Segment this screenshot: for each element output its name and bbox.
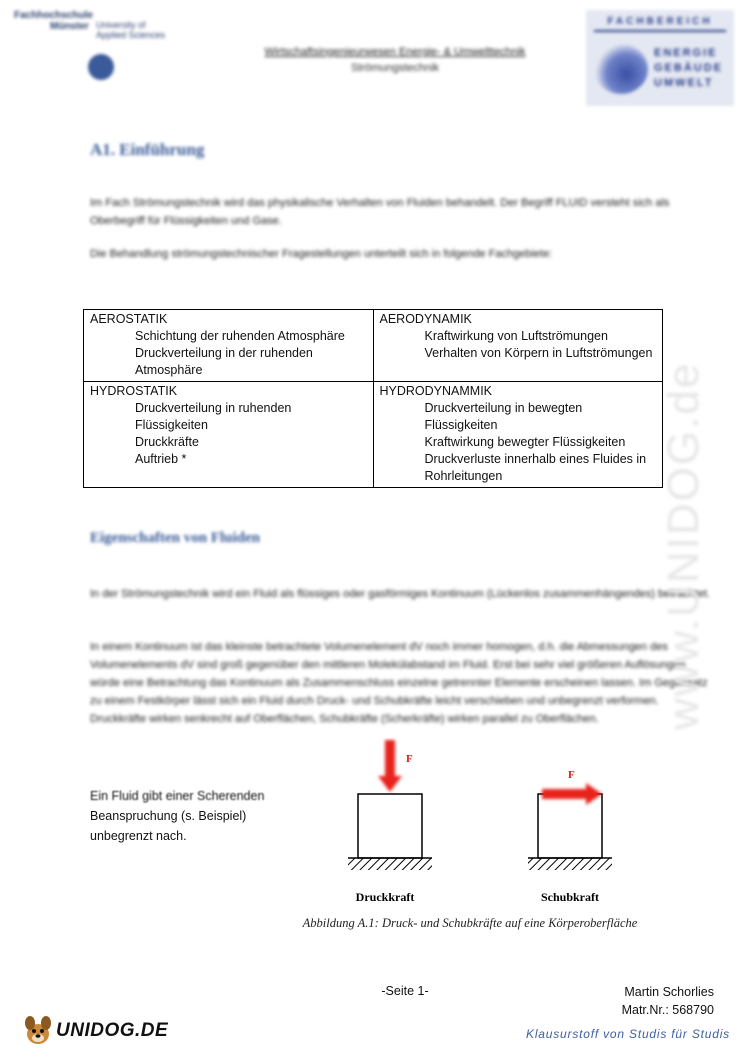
watermark-text: www.UNIDOG.de: [659, 361, 708, 730]
arrow-down-icon: [378, 740, 402, 792]
table-row: [84, 310, 663, 382]
section-heading-fluid-properties: Eigenschaften von Fluiden: [90, 530, 261, 546]
intro-paragraph-1: Im Fach Strömungstechnik wird das physikalische Verhalten von Fluiden behandelt. Der Begriff FLUID versteht sich als Oberbegriff für Flüssigkeiten und Gase.: [90, 197, 670, 227]
cell-title: HYDROSTATIK: [90, 384, 178, 398]
table-row: [84, 382, 663, 488]
cell-list: [90, 328, 367, 379]
list-item: Druckverteilung in bewegten Flüssigkeiten: [424, 401, 583, 432]
section-heading-introduction: A1. Einführung: [90, 140, 205, 159]
fluid-paragraph-1: In der Strömungstechnik wird ein Fluid als flüssiges oder gasförmiges Kontinuum (Lückenlos zusammenhängendes) betrachtet.: [90, 588, 710, 600]
side-text-line-1: Ein Fluid gibt einer Scherenden: [90, 789, 265, 803]
list-item: Druckverteilung in ruhenden Flüssigkeiten: [135, 401, 292, 432]
ground-hatch-right: [528, 858, 612, 870]
cell-list: [380, 400, 657, 485]
dept-line-3: UMWELT: [654, 77, 714, 89]
list-item: Verhalten von Körpern in Luftströmungen: [424, 346, 653, 360]
tagline: Klausurstoff von Studis für Studis: [526, 1027, 730, 1041]
pressure-force-figure: [348, 740, 432, 904]
dept-line-2: GEBÄUDE: [654, 62, 724, 74]
author-name: Martin Schorlies: [624, 985, 714, 999]
fields-table: [83, 309, 663, 488]
fluid-paragraph-2: In einem Kontinuum ist das kleinste betrachtete Volumenelement dV noch immer homogen, d.h. die Abmessungen des Volumenelements dV sind groß gegenüber den mittleren Molekülabstand im Fluid. Erst bei sehr viel größeren Auflösungen würde eine Betrachtung das Kontinuum als Zusammenschluss einzelne getrennter Elemente erscheinen lassen. Im Gegensatz zu einem Festkörper lässt sich ein Fluid durch Druck- und Schubkräfte leicht verschieben und unbegrenzt verformen. Druckkräfte wirken senkrecht auf Oberflächen, Schubkräfte (Scherkräfte) wirken parallel zu Oberflächen.: [90, 641, 708, 725]
department-label: FACHBEREICH: [594, 16, 726, 32]
cell-title: AERODYNAMIK: [379, 312, 472, 326]
table-cell-aerostatik: [84, 310, 374, 382]
document-header: [230, 46, 560, 74]
figure-caption: Abbildung A.1: Druck- und Schubkräfte auf eine Körperoberfläche: [302, 916, 638, 930]
uni-line-3: University of: [96, 20, 146, 30]
list-item: Schichtung der ruhenden Atmosphäre: [135, 329, 345, 343]
cell-title: AEROSTATIK: [90, 312, 168, 326]
side-text: [90, 786, 290, 846]
author-block: [560, 983, 714, 1019]
dog-icon: [22, 1014, 54, 1046]
uni-line-1: Fachhochschule: [14, 10, 93, 21]
list-item: Kraftwirkung von Luftströmungen: [424, 329, 608, 343]
list-item: Druckverteilung in der ruhenden Atmosphäre: [135, 346, 313, 377]
side-text-line-3: unbegrenzt nach.: [90, 829, 187, 843]
unidog-logo: [20, 1010, 180, 1050]
arrow-right-icon: [542, 783, 602, 805]
cell-title: HYDRODYNAMMIK: [379, 384, 493, 398]
uni-line-2: Münster: [50, 21, 89, 32]
university-seal-icon: [88, 54, 114, 80]
table-cell-hydrostatik: [84, 382, 374, 488]
uni-line-4: Applied Sciences: [96, 30, 166, 40]
university-logo: [8, 8, 198, 88]
body-box-right: [538, 794, 602, 858]
shear-force-figure: [528, 769, 612, 904]
watermark: [618, 250, 738, 750]
cell-list: [380, 328, 657, 362]
force-label-1: F: [406, 753, 413, 765]
department-logo: [586, 10, 734, 106]
list-item: Druckverluste innerhalb eines Fluides in Rohrleitungen: [424, 452, 647, 483]
force-diagram: [330, 738, 630, 908]
unidog-logo-text: UNIDOG.DE: [56, 1020, 169, 1041]
body-box-left: [358, 794, 422, 858]
cell-list: [90, 400, 367, 468]
intro-paragraph-2: Die Behandlung strömungstechnischer Fragestellungen unterteilt sich in folgende Fachgebiete:: [90, 248, 553, 260]
department-swirl-icon: [594, 44, 648, 94]
label-druckkraft: Druckkraft: [355, 890, 415, 904]
side-text-line-2: Beanspruchung (s. Beispiel): [90, 809, 247, 823]
list-item: Druckkräfte: [135, 435, 199, 449]
matriculation-number: Matr.Nr.: 568790: [621, 1003, 714, 1017]
label-schubkraft: Schubkraft: [540, 890, 600, 904]
force-label-2: F: [568, 769, 575, 781]
ground-hatch-left: [348, 858, 432, 870]
list-item: Auftrieb *: [135, 452, 187, 466]
page-number: -Seite 1-: [381, 984, 429, 998]
subject-title: Strömungstechnik: [350, 62, 440, 74]
list-item: Kraftwirkung bewegter Flüssigkeiten: [424, 435, 626, 449]
course-title: Wirtschaftsingenieurwesen Energie- & Umwelttechnik: [264, 46, 526, 58]
dept-line-1: ENERGIE: [654, 47, 718, 59]
